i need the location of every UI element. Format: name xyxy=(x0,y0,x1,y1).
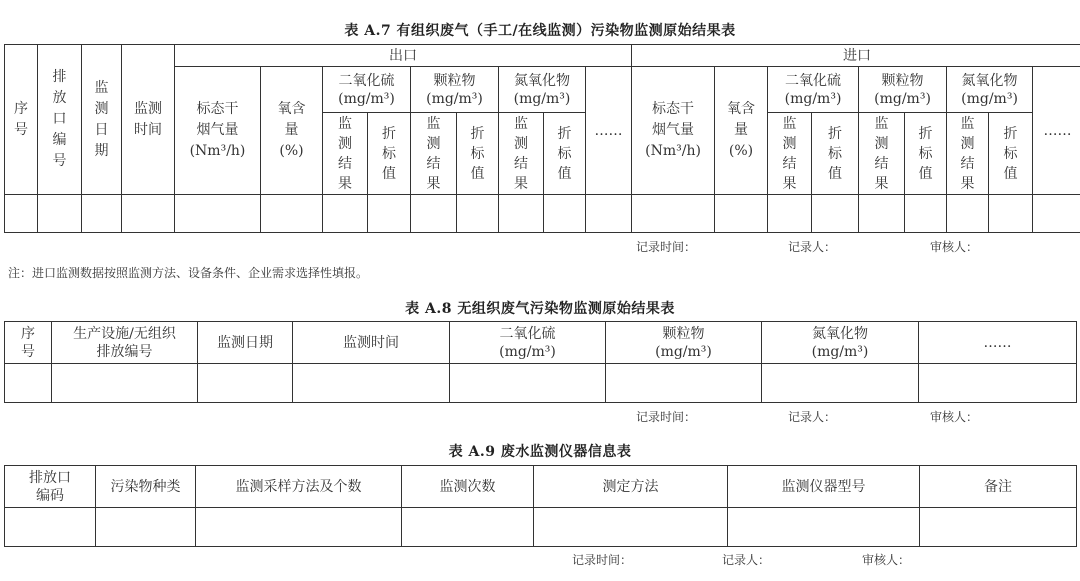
outlet-oxygen-header xyxy=(261,67,323,195)
flow-label: 标态干 烟气量 xyxy=(196,101,239,138)
table-cell[interactable] xyxy=(52,364,198,403)
result-header xyxy=(499,113,544,195)
port-label: 排放口 编码 xyxy=(29,469,71,504)
a8-reviewer: 审核人： xyxy=(930,410,979,424)
table-cell[interactable] xyxy=(293,364,450,403)
table-cell[interactable] xyxy=(586,195,632,233)
table-cell[interactable] xyxy=(411,195,457,233)
result-label: 监 测 结 果 xyxy=(960,115,975,192)
pollutant-header: 污染物种类 xyxy=(96,466,196,508)
conv-header xyxy=(544,113,586,195)
so2-unit: (mg/m³) xyxy=(784,90,842,107)
conv-header xyxy=(368,113,411,195)
table-cell[interactable] xyxy=(859,195,905,233)
table-row xyxy=(5,508,1077,547)
result-header xyxy=(947,113,989,195)
nox-label: 氮氧化物 xyxy=(812,325,868,342)
table-cell[interactable] xyxy=(96,508,196,547)
result-label: 监 测 结 果 xyxy=(514,115,528,192)
table-cell[interactable] xyxy=(947,195,989,233)
nox-label: 氮氧化物 xyxy=(514,72,570,89)
table-cell[interactable] xyxy=(920,508,1077,547)
pm-unit: (mg/m³) xyxy=(874,90,931,107)
inlet-pm-header xyxy=(859,67,947,113)
conv-header xyxy=(989,113,1033,195)
table-cell[interactable] xyxy=(534,508,728,547)
table-cell[interactable] xyxy=(905,195,947,233)
more-header: …… xyxy=(919,322,1077,364)
nox-unit: (mg/m³) xyxy=(961,90,1018,107)
date-label: 监 测 日 期 xyxy=(94,79,109,159)
port-header xyxy=(38,45,82,195)
model-header: 监测仪器型号 xyxy=(728,466,920,508)
flow-unit: (Nm³/h) xyxy=(189,143,246,159)
inlet-flow-header xyxy=(632,67,715,195)
seq-label: 序 号 xyxy=(14,100,28,138)
conv-header xyxy=(457,113,499,195)
table-cell[interactable] xyxy=(989,195,1033,233)
result-header xyxy=(859,113,905,195)
a7-record-time: 记录时间： xyxy=(636,240,697,254)
table-row xyxy=(5,364,1077,403)
oxygen-label: 氧含 量 xyxy=(727,101,756,138)
a8-recorder: 记录人： xyxy=(788,410,837,424)
conv-label: 折 标 值 xyxy=(470,125,485,182)
table-cell[interactable] xyxy=(919,364,1077,403)
table-cell[interactable] xyxy=(5,508,96,547)
inlet-header: 进口 xyxy=(632,45,1080,67)
a7-recorder: 记录人： xyxy=(788,240,837,254)
table-a9-title: 表 A.9 废水监测仪器信息表 xyxy=(448,444,632,460)
seq-label: 序 号 xyxy=(21,325,35,360)
seq-header xyxy=(5,45,38,195)
table-cell[interactable] xyxy=(728,508,920,547)
nox-unit: (mg/m³) xyxy=(513,90,571,107)
result-label: 监 测 结 果 xyxy=(874,115,889,192)
table-row xyxy=(5,195,1080,233)
pm-label: 颗粒物 xyxy=(662,325,705,342)
result-header xyxy=(323,113,368,195)
table-cell[interactable] xyxy=(38,195,82,233)
outlet-so2-header xyxy=(323,67,411,113)
pm-unit: (mg/m³) xyxy=(426,90,483,107)
outlet-pm-header xyxy=(411,67,499,113)
a7-reviewer: 审核人： xyxy=(930,240,979,254)
date-header: 监测日期 xyxy=(198,322,293,364)
table-a8-title: 表 A.8 无组织废气污染物监测原始结果表 xyxy=(405,301,675,317)
table-cell[interactable] xyxy=(1033,195,1080,233)
method-header: 测定方法 xyxy=(534,466,728,508)
a7-note: 注：进口监测数据按照监测方法、设备条件、企业需求选择性填报。 xyxy=(8,266,369,280)
pm-unit: (mg/m³) xyxy=(655,343,712,360)
table-cell[interactable] xyxy=(457,195,499,233)
seq-header xyxy=(5,322,52,364)
table-a9 xyxy=(4,465,1077,547)
a8-record-time: 记录时间： xyxy=(636,410,697,424)
conv-label: 折 标 值 xyxy=(828,125,843,182)
time-header: 监测时间 xyxy=(293,322,450,364)
table-cell[interactable] xyxy=(762,364,919,403)
conv-header xyxy=(905,113,947,195)
table-cell[interactable] xyxy=(632,195,715,233)
nox-unit: (mg/m³) xyxy=(811,343,869,360)
oxygen-label: 氧含 量 xyxy=(277,101,306,138)
so2-unit: (mg/m³) xyxy=(338,90,395,107)
pm-label: 颗粒物 xyxy=(433,72,476,89)
table-cell[interactable] xyxy=(175,195,261,233)
outlet-nox-header xyxy=(499,67,586,113)
flow-unit: (Nm³/h) xyxy=(645,143,701,159)
conv-label: 折 标 值 xyxy=(1003,125,1018,182)
result-header xyxy=(768,113,812,195)
outlet-flow-header xyxy=(175,67,261,195)
table-cell[interactable] xyxy=(768,195,812,233)
table-cell[interactable] xyxy=(323,195,368,233)
table-cell[interactable] xyxy=(198,364,293,403)
time-label: 监测 时间 xyxy=(134,100,162,138)
conv-label: 折 标 值 xyxy=(557,125,572,182)
table-cell[interactable] xyxy=(450,364,606,403)
count-header: 监测次数 xyxy=(402,466,534,508)
facility-header xyxy=(52,322,198,364)
table-cell[interactable] xyxy=(544,195,586,233)
table-cell[interactable] xyxy=(5,195,38,233)
outlet-header: 出口 xyxy=(175,45,632,67)
conv-header xyxy=(812,113,859,195)
a9-record-time: 记录时间： xyxy=(572,553,633,567)
nox-header xyxy=(762,322,919,364)
table-cell[interactable] xyxy=(812,195,859,233)
table-cell[interactable] xyxy=(402,508,534,547)
nox-label: 氮氧化物 xyxy=(961,72,1018,89)
port-label: 排 放 口 编 号 xyxy=(52,69,67,169)
inlet-so2-header xyxy=(768,67,859,113)
inlet-more-header: …… xyxy=(1033,67,1080,195)
so2-header xyxy=(450,322,606,364)
time-header xyxy=(122,45,175,195)
a9-recorder: 记录人： xyxy=(722,553,771,567)
so2-label: 二氧化硫 xyxy=(785,72,842,89)
sampling-header: 监测采样方法及个数 xyxy=(196,466,402,508)
remark-header: 备注 xyxy=(920,466,1077,508)
oxygen-unit: (%) xyxy=(728,143,754,159)
result-label: 监 测 结 果 xyxy=(338,115,352,192)
oxygen-unit: (%) xyxy=(279,143,304,159)
date-header xyxy=(82,45,122,195)
table-cell[interactable] xyxy=(261,195,323,233)
table-cell[interactable] xyxy=(715,195,768,233)
so2-label: 二氧化硫 xyxy=(499,325,556,342)
flow-label: 标态干 烟气量 xyxy=(652,101,695,138)
table-cell[interactable] xyxy=(196,508,402,547)
table-cell[interactable] xyxy=(499,195,544,233)
conv-label: 折 标 值 xyxy=(918,125,933,182)
so2-label: 二氧化硫 xyxy=(338,72,395,89)
table-cell[interactable] xyxy=(122,195,175,233)
inlet-oxygen-header xyxy=(715,67,768,195)
table-a8 xyxy=(4,321,1077,403)
inlet-nox-header xyxy=(947,67,1033,113)
pm-header xyxy=(606,322,762,364)
table-a7 xyxy=(4,44,1080,233)
port-header xyxy=(5,466,96,508)
so2-unit: (mg/m³) xyxy=(499,343,556,360)
pm-label: 颗粒物 xyxy=(881,72,924,89)
result-label: 监 测 结 果 xyxy=(782,115,797,192)
table-a7-title: 表 A.7 有组织废气（手工/在线监测）污染物监测原始结果表 xyxy=(344,23,736,39)
table-cell[interactable] xyxy=(368,195,411,233)
table-cell[interactable] xyxy=(82,195,122,233)
conv-label: 折 标 值 xyxy=(382,125,396,182)
outlet-more-header: …… xyxy=(586,67,632,195)
table-cell[interactable] xyxy=(5,364,52,403)
result-header xyxy=(411,113,457,195)
table-cell[interactable] xyxy=(606,364,762,403)
result-label: 监 测 结 果 xyxy=(426,115,441,192)
facility-label: 生产设施/无组织 排放编号 xyxy=(73,325,176,360)
a9-reviewer: 审核人： xyxy=(862,553,911,567)
